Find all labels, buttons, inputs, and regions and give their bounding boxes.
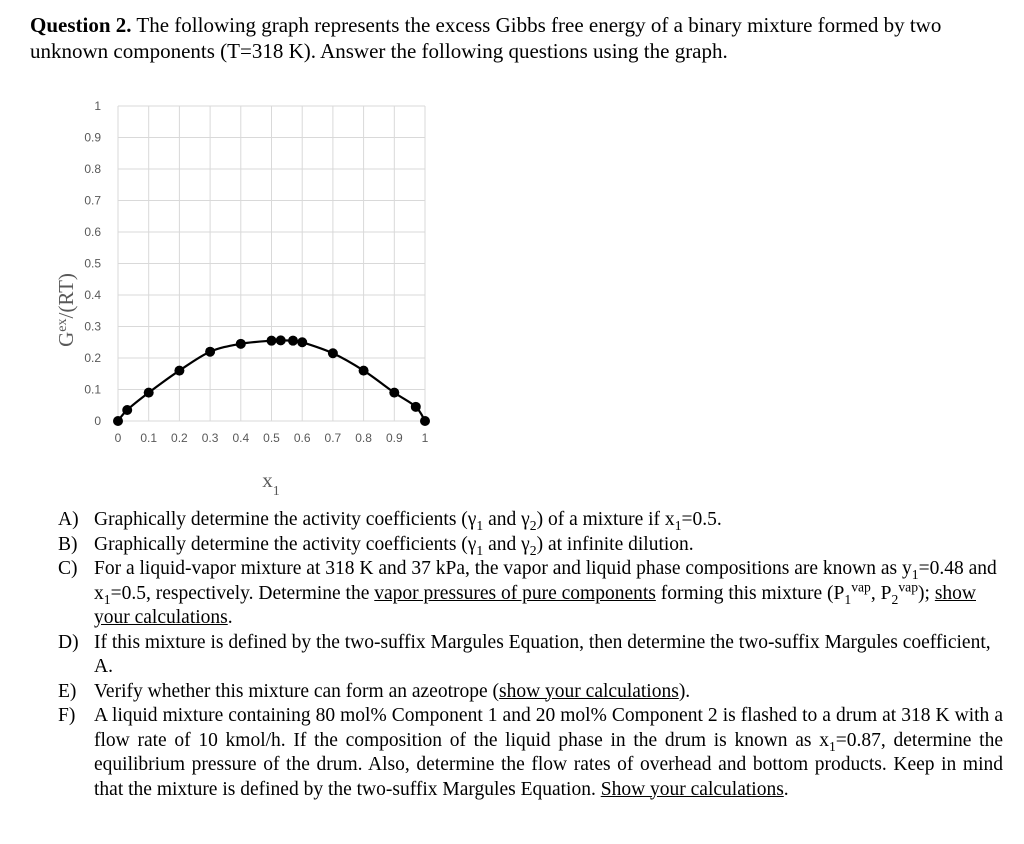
- y-tick-labels: [84, 99, 101, 428]
- y-tick-label: 1: [94, 99, 101, 113]
- question-c-part4: forming this mixture (P: [655, 582, 845, 604]
- question-b-sub2: 2: [529, 542, 537, 558]
- y-tick-label: 0.4: [84, 288, 101, 302]
- question-c-part6: );: [918, 582, 935, 604]
- question-f-letter: F): [58, 705, 76, 726]
- data-point: [205, 347, 215, 357]
- question-c-part2: =0.48 and x: [94, 558, 997, 604]
- y-tick-label: 0.6: [84, 225, 101, 239]
- question-c-part3: =0.5, respectively. Determine the: [110, 582, 375, 604]
- data-point: [411, 402, 421, 412]
- question-c-sub4: 2: [891, 591, 899, 607]
- x-tick-label: 0.4: [232, 431, 250, 445]
- data-point: [288, 336, 298, 346]
- data-point: [236, 339, 246, 349]
- question-e-part1: Verify whether this mixture can form an azeotrope (: [94, 680, 500, 702]
- question-e: [58, 680, 1003, 705]
- question-a-sub2: 2: [529, 517, 537, 533]
- y-tick-label: 0.5: [84, 256, 101, 271]
- question-f-part1: A liquid mixture containing 80 mol% Component 1 and 20 mol% Component 2 is flashed to a drum at 318 K with a flow rate of 10 kmol/h. If the composition of the liquid phase in the drum is known as x: [94, 705, 1003, 751]
- question-f-text: [94, 704, 1003, 802]
- x-tick-label: 1: [421, 431, 429, 445]
- question-f-part3: .: [783, 778, 789, 800]
- question-c-sub1: 1: [911, 566, 919, 582]
- x-tick-label: 0.8: [355, 431, 372, 445]
- y-tick-label: 0.2: [84, 351, 101, 365]
- data-point: [122, 405, 132, 415]
- question-d: [58, 631, 1003, 680]
- question-c-sup1: vap: [851, 579, 871, 594]
- question-c-sub3: 1: [844, 591, 852, 607]
- question-header: [30, 12, 1000, 64]
- question-c-part1: For a liquid-vapor mixture at 318 K and 37 kPa, the vapor and liquid phase compositions are known as y: [94, 558, 912, 579]
- question-a-part3: ) of a mixture if x: [536, 509, 675, 530]
- question-list: [58, 508, 1003, 802]
- question-c-part7: .: [227, 607, 233, 628]
- x-tick-label: 0.2: [171, 431, 188, 445]
- x-tick-label: 0.1: [140, 431, 158, 445]
- data-point: [267, 336, 277, 346]
- question-a-part4: =0.5.: [681, 509, 722, 530]
- y-tick-label: 0.8: [84, 162, 101, 176]
- question-a: [58, 508, 1003, 533]
- question-a-sub3: 1: [674, 517, 682, 533]
- question-c-underlined1: vapor pressures of pure components: [374, 582, 656, 604]
- y-tick-label: 0.9: [84, 130, 101, 145]
- question-e-text: [94, 680, 1003, 705]
- question-e-underlined1: show your calculations: [499, 680, 679, 702]
- chart-grid: [118, 106, 425, 421]
- question-c-sup2: vap: [898, 579, 919, 594]
- question-c: [58, 557, 1003, 631]
- x-tick-labels: [115, 431, 429, 445]
- question-f-part2: =0.87, determine the equilibrium pressure of the drum. Also, determine the flow rates of overhead and bottom products. Keep in mind that the mixture is defined by the two-suffix Margules Equation.: [94, 729, 1003, 800]
- data-point: [328, 348, 338, 358]
- question-e-part2: ).: [678, 680, 691, 702]
- question-b-part1: Graphically determine the activity coefficients (γ: [94, 533, 477, 555]
- data-point: [420, 416, 430, 426]
- data-point: [359, 366, 369, 376]
- x-tick-label: 0.9: [385, 431, 403, 445]
- y-axis-label: $G^{ex}/(RT)$: [54, 273, 78, 347]
- question-a-part2: and γ: [483, 509, 530, 530]
- question-b-part3: ) at infinite dilution.: [536, 533, 694, 555]
- data-point: [389, 388, 399, 398]
- y-tick-label: 0: [94, 414, 101, 428]
- x-tick-label: 0.3: [201, 431, 219, 445]
- data-point: [113, 416, 123, 426]
- question-b-sub1: 1: [476, 542, 484, 558]
- question-f: [58, 704, 1003, 802]
- question-c-part5: , P: [870, 582, 892, 604]
- data-point: [297, 337, 307, 347]
- question-c-underlined2: show your calculations: [94, 582, 976, 628]
- question-b: [58, 533, 1003, 558]
- question-c-text: [94, 557, 1003, 631]
- question-c-sub2: 1: [103, 591, 111, 607]
- question-f-underlined1: Show your calculations: [600, 778, 784, 800]
- data-point: [174, 366, 184, 376]
- x-tick-label: 0: [114, 431, 122, 445]
- question-b-letter: B): [58, 533, 78, 555]
- question-b-text: [94, 533, 1003, 558]
- data-point: [276, 335, 286, 345]
- data-point: [144, 388, 154, 398]
- gibbs-chart: [20, 90, 440, 499]
- x-tick-label: 0.6: [293, 431, 311, 445]
- y-tick-label: 0.1: [84, 382, 101, 397]
- question-a-letter: A): [58, 509, 79, 530]
- question-a-part1: Graphically determine the activity coefficients (γ: [94, 509, 477, 530]
- question-a-text: [94, 508, 1003, 533]
- question-f-sub1: 1: [828, 738, 836, 754]
- y-tick-label: 0.3: [84, 319, 101, 334]
- question-e-letter: E): [58, 680, 77, 702]
- question-intro: The following graph represents the excess Gibbs free energy of a binary mixture formed by two unknown components (T=318 K). Answer the following questions using the graph.: [30, 13, 942, 63]
- x-axis-label: $x_1$: [262, 468, 280, 499]
- x-tick-label: 0.5: [263, 431, 280, 445]
- x-tick-label: 0.7: [324, 431, 342, 445]
- question-d-letter: D): [58, 631, 79, 653]
- question-c-letter: C): [58, 558, 78, 579]
- question-d-text: If this mixture is defined by the two-suffix Margules Equation, then determine the two-suffix Margules coefficient, A.: [94, 631, 991, 677]
- question-b-part2: and γ: [483, 533, 530, 555]
- question-label: Question 2.: [30, 13, 132, 37]
- y-tick-label: 0.7: [84, 193, 101, 208]
- question-a-sub1: 1: [476, 517, 484, 533]
